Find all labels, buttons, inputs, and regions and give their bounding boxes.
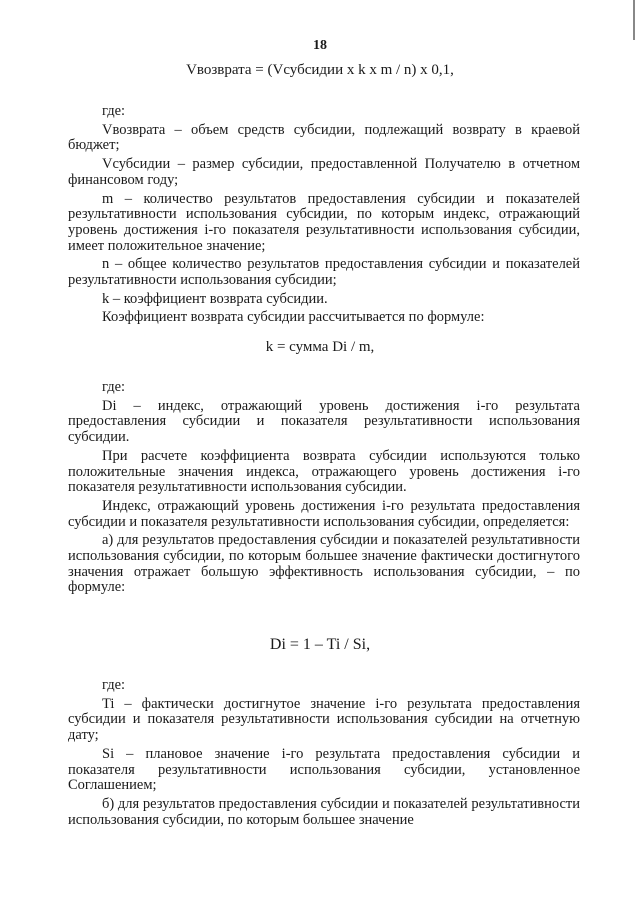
definitions-block-3: [68, 678, 580, 831]
paragraph: Индекс, отражающий уровень достижения i-го результата предоставления субсидии и показателя результативности использования субсидии, определяется:: [68, 497, 580, 530]
paragraph: а) для результатов предоставления субсидии и показателей результативности использования субсидии, по которым большее значение фактически достигнутого значения отражает большую эффективность использования субсидии, – по формуле:: [68, 532, 580, 596]
definitions-block-2: [68, 380, 580, 599]
paragraph: б) для результатов предоставления субсидии и показателей результативности использования субсидии, по которым большее значение: [68, 795, 580, 828]
paragraph: При расчете коэффициента возврата субсидии используются только положительные значения индекса, отражающего уровень достижения i-го показателя результативности использования субсидии.: [68, 447, 580, 496]
paragraph: n – общее количество результатов предоставления субсидии и показателей результативности использования субсидии;: [68, 256, 580, 289]
paragraph: Коэффициент возврата субсидии рассчитывается по формуле:: [102, 309, 485, 326]
paragraph: где:: [102, 677, 126, 693]
formula-index: Di = 1 – Ti / Si,: [269, 636, 371, 653]
formula-refund-volume: Vвозврата = (Vсубсидии х k х m / n) х 0,1,: [186, 62, 454, 78]
paragraph: Ti – фактически достигнутое значение i-го результата предоставления субсидии и показателя результативности использования субсидии на отчетную дату;: [68, 695, 580, 744]
paragraph: где:: [102, 379, 126, 395]
definitions-block-1: [68, 104, 580, 329]
page-number: 18: [313, 38, 327, 53]
paragraph: Di – индекс, отражающий уровень достижения i-го результата предоставления субсидии и показателя результативности использования субсидии.: [68, 397, 580, 446]
paragraph: k – коэффициент возврата субсидии.: [102, 290, 328, 307]
scan-margin-mark: [633, 0, 635, 40]
paragraph: m – количество результатов предоставления субсидии и показателей результативности использования субсидии, по которым индекс, отражающий уровень достижения i-го показателя результативности использования субсидии, имеет положительное значение;: [68, 190, 580, 254]
paragraph: Vсубсидии – размер субсидии, предоставленной Получателю в отчетном финансовом году;: [68, 156, 580, 188]
paragraph: где:: [102, 103, 126, 119]
paragraph: Vвозврата – объем средств субсидии, подлежащий возврату в краевой бюджет;: [68, 121, 580, 154]
paragraph: Si – плановое значение i-го результата предоставления субсидии и показателя результативности использования субсидии, установленное Соглашением;: [68, 745, 580, 794]
formula-refund-coefficient: k = сумма Di / m,: [265, 339, 375, 355]
